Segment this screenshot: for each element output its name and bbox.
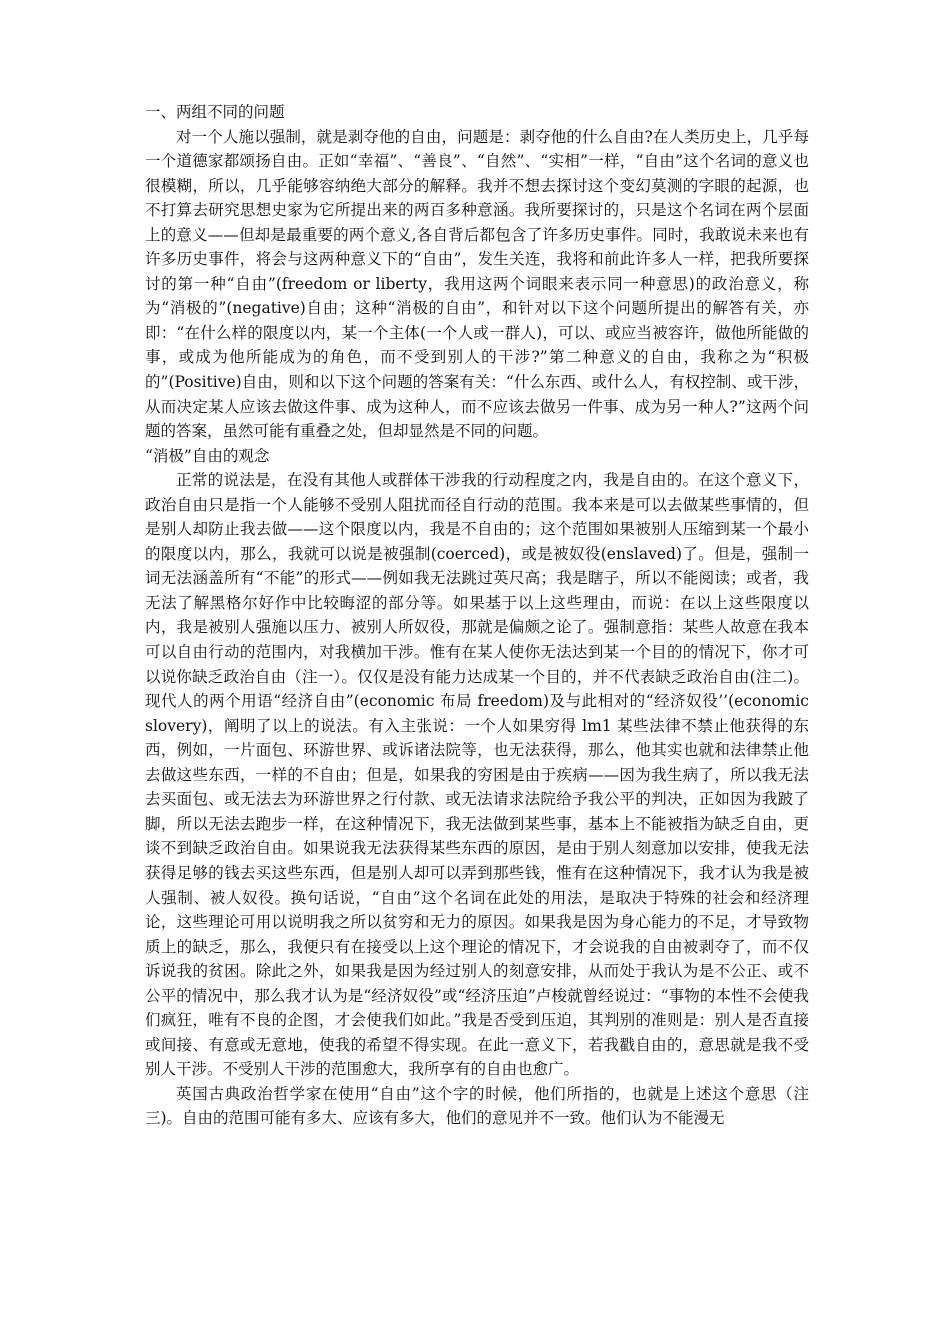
- document-page: [145, 100, 809, 1131]
- section-heading-negative-freedom: “消极”自由的观念: [145, 446, 270, 465]
- paragraph-classical-philosophers: 英国古典政治哲学家在使用“自由”这个字的时候，他们所指的，也就是上述这个意思（注三)。自由的范围可能有多大、应该有多大，他们的意见并不一致。他们认为不能漫无: [145, 1084, 809, 1128]
- paragraph-negative-freedom: 正常的说法是，在没有其他人或群体干涉我的行动程度之内，我是自由的。在这个意义下，政治自由只是指一个人能够不受别人阻扰而径自行动的范围。我本来是可以去做某些事情的，但是别人却防止我去做——这个限度以内，我是不自由的；这个范围如果被别人压缩到某一个最小的限度以内，那么，我就可以说是被强制(coerced)，或是被奴役(enslaved)了。但是，强制一词无法涵盖所有“不能”的形式——例如我无法跳过英尺高；我是瞎子，所以不能阅读；或者，我无法了解黑格尔好作中比较晦涩的部分等。如果基于以上这些理由，而说：在以上这些限度以内，我是被别人强施以压力、被别人所奴役，那就是偏颇之论了。强制意指：某些人故意在我本可以自由行动的范围内，对我横加干涉。惟有在某人使你无法达到某一个目的的情况下，你才可以说你缺乏政治自由（注一）。仅仅是没有能力达成某一个目的，并不代表缺乏政治自由(注二)。现代人的两个用语“经济自由”(economic 布局 freedom)及与此相对的“经济奴役’’(economic slovery)，阐明了以上的说法。有入主张说：一个人如果穷得 lm1 某些法律不禁止他获得的东西，例如，一片面包、环游世界、或诉诸法院等，也无法获得，那么，他其实也就和法律禁止他去做这些东西，一样的不自由；但是，如果我的穷困是由于疾病——因为我生病了，所以我无法去买面包、或无法去为环游世界之行付款、或无法请求法院给予我公平的判决，正如因为我跛了脚，所以无法去跑步一样，在这种情况下，我无法做到某些事，基本上不能被指为缺乏自由，更谈不到缺乏政治自由。如果说我无法获得某些东西的原因，是由于别人刻意加以安排，使我无法获得足够的钱去买这些东西，但是别人却可以弄到那些钱，惟有在这种情况下，我才认为我是被人强制、被人奴役。换句话说，“自由”这个名词在此处的用法，是取决于特殊的社会和经济理论，这些理论可用以说明我之所以贫穷和无力的原因。如果我是因为身心能力的不足，才导致物质上的缺乏，那么，我便只有在接受以上这个理论的情况下，才会说我的自由被剥夺了，而不仅诉说我的贫困。除此之外，如果我是因为经过别人的刻意安排，从而处于我认为是不公正、或不公平的情况中，那么我才认为是“经济奴役”或“经济压迫”卢梭就曾经说过：“事物的本性不会使我们疯狂，唯有不良的企图，才会使我们如此。”我是否受到压迫，其判别的准则是：别人是否直接或间接、有意或无意地，使我的希望不得实现。在此一意义下，若我戳自由的，意思就是我不受别人干涉。不受别人干涉的范围愈大，我所享有的自由也愈广。: [145, 471, 809, 1079]
- section-heading-two-questions: 一、两组不同的问题: [145, 103, 285, 121]
- paragraph-coercion-and-freedom: 对一个人施以强制，就是剥夺他的自由，问题是：剥夺他的什么自由?在人类历史上，几乎每一个道德家都颂扬自由。正如“幸福”、“善良”、“自然”、“实相”一样，“自由”这个名词的意义也很模糊，所以，几乎能够容纳绝大部分的解释。我并不想去探讨这个变幻莫测的字眼的起源，也不打算去研究思想史家为它所提出来的两百多种意涵。我所要探讨的，只是这个名词在两个层面上的意义——但却是最重要的两个意义,各自背后都包含了许多历史事件。同时，我敢说未来也有许多历史事件，将会与这两种意义下的“自由”，发生关连，我将和前此许多人一样，把我所要探讨的第一种“自由”(freedom or liberty，我用这两个词眼来表示同一种意思)的政治意义，称为“消极的”(negative)自由；这种“消极的自由”，和针对以下这个问题所提出的解答有关，亦即：“在什么样的限度以内，某一个主体(一个人或一群人)，可以、或应当被容许，做他所能做的事，或成为他所能成为的角色，而不受到别人的干涉?”第二种意义的自由，我称之为“积极的”(Positive)自由，则和以下这个问题的答案有关：“什么东西、或什么人，有权控制、或干涉，从而决定某人应该去做这件事、成为这种人，而不应该去做另一件事、成为另一种人?”这两个问题的答案，虽然可能有重叠之处，但却显然是不同的问题。: [145, 127, 809, 441]
